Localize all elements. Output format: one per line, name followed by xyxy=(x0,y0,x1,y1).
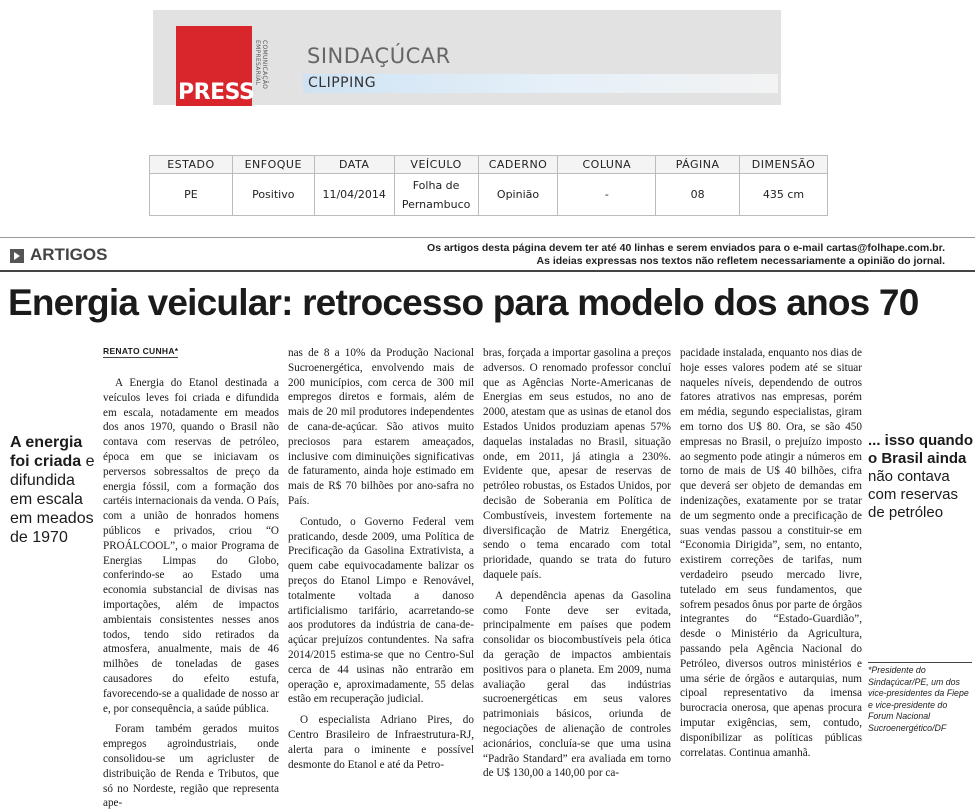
logo-text: PRESS xyxy=(178,80,255,105)
info-header-row xyxy=(150,156,828,174)
header-data: DATA xyxy=(314,156,394,174)
article-column-4 xyxy=(680,346,862,760)
article-column-2 xyxy=(288,346,474,772)
paragraph: A dependência apenas da Gasolina como Fonte deve ser evitada, principalmente em países que podem consolidar os biocombustíveis pela ótica da geração de impactos ambientais positivos para o planeta. Em 2009, numa avaliação geral das indústrias sucroenergéticas em seus valores patrimoniais básicos, oriunda de negociações de alienação de controles acionários, concluía-se que uma usina “Padrão Standard” era avaliada em torno de U$ 130,00 a 140,00 por ca- xyxy=(483,589,671,780)
header-enfoque: ENFOQUE xyxy=(232,156,314,174)
pull-quote-left xyxy=(10,433,95,547)
value-data: 11/04/2014 xyxy=(314,174,394,216)
info-value-row xyxy=(150,174,828,216)
notice-line-2: As ideias expressas nos textos não refletem necessariamente a opinião do jornal. xyxy=(536,255,945,267)
clipping-info-table xyxy=(149,155,828,216)
header-estado: ESTADO xyxy=(150,156,233,174)
press-logo xyxy=(176,26,268,106)
clipping-label: CLIPPING xyxy=(308,75,377,91)
value-caderno: Opinião xyxy=(478,174,558,216)
pull-left-rest: e difundida em escala em meados de 1970 xyxy=(10,453,95,546)
paragraph: bras, forçada a importar gasolina a preços adversos. O renomado professor concluí que as Agências Norte-Americanas de Energias em seus estudos, no ano de 2000, atestam que as usinas de etanol dos Estados Unidos produziam apenas 57% daquelas instaladas no Brasil, situação onde, em 2011, já atingia a 230%. Evidente que, apesar de reservas de petróleo robustas, os Estados Unidos, por decisão de Soberania em Política de Combustíveis, investem fortemente na diversificação de Matriz Energética, sendo o tema encarado com total prioridade, quando se trata do futuro daquele país. xyxy=(483,347,671,581)
arrow-right-icon xyxy=(10,249,24,263)
paragraph: Contudo, o Governo Federal vem praticando, desde 2009, uma Política de Precificação da Gasolina Extrativista, a quem cabe equivocadamente balizar os preços do Etanol Limpo e Renovável, totalmente voltada a danoso artificialismo tarifário, acarretando-se aos produtores da indústria de cana-de-açúcar prejuízos contundentes. Na safra 2014/2015 estima-se que no Centro-Sul cerca de 44 usinas não entrarão em operação e, aproximadamente, 55 delas estão em recuperação judicial. xyxy=(288,515,474,706)
article-column-1 xyxy=(103,376,279,811)
pull-quote-right xyxy=(868,432,973,522)
header-caderno: CADERNO xyxy=(478,156,558,174)
header-veiculo: VEÍCULO xyxy=(394,156,478,174)
value-enfoque: Positivo xyxy=(232,174,314,216)
value-coluna: - xyxy=(558,174,656,216)
paragraph: nas de 8 a 10% da Produção Nacional Sucroenergética, envolvendo mais de 200 municípios, com cerca de 300 mil empregos diretos e formais, além de mais de 20 mil produtores independentes de cana-de-açúcar. São ativos muito preciosos para estarem ameaçados, inclusive com diminuições significativas de faturamento, ainda hoje estimado em mais de R$ 70 bilhões por ano-safra no País. xyxy=(288,347,474,507)
paragraph: pacidade instalada, enquanto nos dias de hoje esses valores podem até se situar naqueles níveis, dependendo de outros fatores atrativos nas empresas, porém em média, segundo especialistas, giram em torno dos U$ 80. Ora, se são 450 empresas no Brasil, o prejuízo imposto ao segmento pode atingir a números em torno de mais de U$ 40 bilhões, cifra que deverá ser objeto de demandas em indenizações, exatamente por se tratar de um segmento onde a precificação de suas vendas passou a constituir-se em “Economia Dirigida”, sem, no entanto, existirem correções de tarifas, num verdadeiro pseudo mercado livre, tutelado em seus fundamentos, que sofrem pesados ônus por parte de órgãos integrantes do “Estado-Guardião”, desde o Ministério da Agricultura, passando pela Agência Nacional do Petróleo, diversos outros ministérios e uma série de órgãos e autarquias, num cipoal representativo da imensa burocracia onerosa, que apenas procura imputar exigências, sem, contudo, disponibilizar as políticas públicas correlatas. Continua amanhã. xyxy=(680,347,862,759)
clipping-strip xyxy=(303,74,778,93)
author-footnote: *Presidente do Sindaçúcar/PE, um dos vice-presidentes da Fiepe e vice-presidente do Forum Nacional Sucroenergético/DF xyxy=(868,662,972,734)
article-headline: Energia veicular: retrocesso para modelo dos anos 70 xyxy=(8,282,919,323)
paragraph: O especialista Adriano Pires, do Centro Brasileiro de Infraestrutura-RJ, alerta para o iminente e possível desmonte do Etanol e até da Petro- xyxy=(288,714,474,771)
pull-left-bold: A energia foi criada xyxy=(10,434,83,470)
header-dimensao: DIMENSÃO xyxy=(740,156,828,174)
client-name: SINDAÇÚCAR xyxy=(307,44,451,68)
header-pagina: PÁGINA xyxy=(656,156,740,174)
clipping-banner xyxy=(153,10,781,105)
value-veiculo: Folha de Pernambuco xyxy=(394,174,478,216)
value-pagina: 08 xyxy=(656,174,740,216)
section-rule xyxy=(0,270,975,272)
page-divider xyxy=(0,237,975,238)
paragraph: Foram também gerados muitos empregos agroindustriais, onde consolidou-se um agricluster de distribuição de Renda e Tributos, que só no Nordeste, região que representa ape- xyxy=(103,723,279,810)
header-coluna: COLUNA xyxy=(558,156,656,174)
pull-right-rest: não contava com reservas de petróleo xyxy=(868,468,959,521)
section-tag: ARTIGOS xyxy=(30,245,108,264)
notice-line-1: Os artigos desta página devem ter até 40 linhas e serem enviados para o e-mail cartas@folhape.com.br. xyxy=(427,242,945,254)
value-estado: PE xyxy=(150,174,233,216)
paragraph: A Energia do Etanol destinada a veículos leves foi criada e difundida em escala, notadamente em meados dos anos 1970, quando o Brasil não contava com reservas de petróleo, época em que se iniciavam os perversos sobressaltos de preço da energia fóssil, com a formação dos cartéis internacionais da venda. O País, com a união de honrados homens públicos e privados, criou “O PROÁLCOOL”, o maior Programa de Energias Limpas do Globo, conferindo-se ao Estado uma economia substancial de divisas nas importações, além de impactos ambientais consistentes nesses anos todos, tendo sido retirados da atmosfera, anualmente, mais de 46 milhões de toneladas de gases causadores do efeito estufa, favorecendo-se a qualidade de nosso ar e, por consequência, a saúde pública. xyxy=(103,377,279,715)
value-dimensao: 435 cm xyxy=(740,174,828,216)
article-author: RENATO CUNHA* xyxy=(103,346,179,356)
article-column-3 xyxy=(483,346,671,781)
logo-vertical-text: COMUNICAÇÃO EMPRESARIAL xyxy=(254,40,268,90)
pull-right-bold: ... isso quando o Brasil ainda xyxy=(868,432,974,467)
editorial-notice xyxy=(427,242,945,268)
